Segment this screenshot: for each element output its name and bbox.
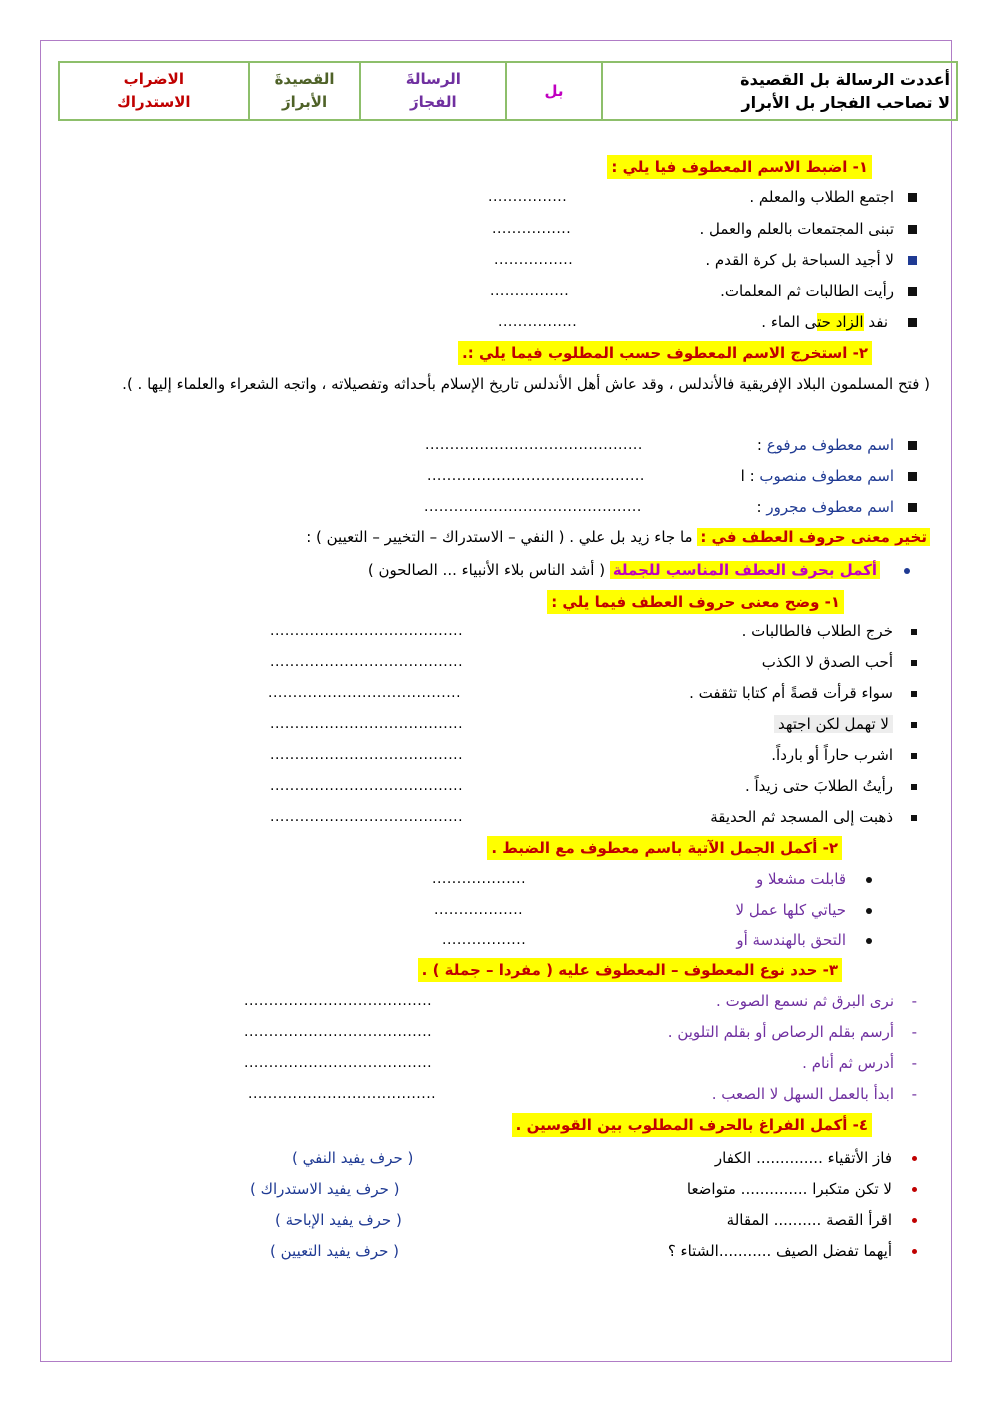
square-bullet-icon (911, 784, 917, 790)
section3-item-3: سواء قرأت قصةً أم كتابا تثقفت . (689, 680, 917, 706)
section4-item-1: قابلت مشعلا و (756, 866, 872, 892)
header-qasida-cell (249, 62, 361, 120)
header-idrab-1: الاضراب (123, 70, 184, 88)
answer-dots[interactable]: ....................................... (270, 623, 464, 639)
answer-dots[interactable]: .......... (773, 1211, 822, 1229)
square-bullet-icon (908, 472, 917, 481)
square-bullet-icon (911, 660, 917, 666)
round-bullet-icon (904, 568, 910, 574)
answer-dots[interactable]: .............. (740, 1180, 808, 1198)
section6-item-3: اقرأ القصة .......... المقالة (727, 1207, 917, 1233)
square-bullet-icon (908, 441, 917, 450)
round-bullet-icon (912, 1156, 917, 1161)
section6-heading: ٤- أكمل الفراغ بالحرف المطلوب بين القوسين . (512, 1113, 872, 1137)
section4-heading: ٢- أكمل الجمل الآتية باسم معطوف مع الضبط . (487, 836, 842, 860)
round-bullet-icon (912, 1249, 917, 1254)
round-bullet-icon (912, 1218, 917, 1223)
square-bullet-icon (908, 193, 917, 202)
square-bullet-icon (911, 753, 917, 759)
header-idrab-cell (59, 62, 249, 120)
answer-dots[interactable]: ....................................... (270, 747, 464, 763)
answer-dots[interactable]: .............. (756, 1149, 823, 1167)
section2-paragraph: ( فتح المسلمون البلاد الإفريقية فالأندلس ، وقد عاش أهل الأندلس تاريخ الإسلام بأحداثه وتفصيلاته ، واتجه الشعراء والعلماء إليها . ). (122, 375, 930, 393)
answer-dots[interactable]: ............................................ (424, 499, 642, 515)
round-bullet-icon (866, 877, 872, 883)
answer-dots[interactable]: ...................................... (248, 1086, 437, 1102)
answer-dots[interactable]: ................ (494, 252, 574, 268)
section1-heading: ١- اضبط الاسم المعطوف فيا يلي : (607, 155, 872, 179)
hint-label: ( حرف يفيد الاستدراك ) (250, 1180, 400, 1198)
answer-dots[interactable]: ....................................... (270, 809, 464, 825)
header-idrab-2: الاستدراك (117, 93, 191, 111)
section2-item-3: اسم معطوف مجرور : (757, 494, 917, 520)
dash-bullet-icon: - (911, 1023, 917, 1041)
round-bullet-icon (866, 938, 872, 944)
header-risala-cell (360, 62, 506, 120)
header-qasida-1: القصيدةَ (274, 70, 335, 88)
answer-dots[interactable]: ....................................... (268, 685, 462, 701)
square-bullet-icon (911, 629, 917, 635)
section5-item-1: -نرى البرق ثم نسمع الصوت . (716, 988, 917, 1014)
section3-item-6: رأيتُ الطلابَ حتى زيداً . (745, 773, 917, 799)
section2-heading: ٢- استخرج الاسم المعطوف حسب المطلوب فيما يلي :. (458, 341, 872, 365)
section1-item-3: لا أجيد السباحة بل كرة القدم . (705, 247, 917, 273)
section3-heading: ١- وضح معنى حروف العطف فيما يلي : (547, 590, 844, 614)
section4-item-2: حياتي كلها عمل لا (736, 897, 872, 923)
section3-item-1: خرج الطلاب فالطالبات . (742, 618, 917, 644)
section5-item-3: -أدرس ثم أنام . (802, 1050, 917, 1076)
section6-item-2: لا تكن متكبرا .............. متواضعا (687, 1176, 917, 1202)
section5-item-4: -ابدأ بالعمل السهل لا الصعب . (712, 1081, 917, 1107)
square-bullet-icon (908, 318, 917, 327)
answer-dots[interactable]: ................ (488, 189, 568, 205)
answer-dots[interactable]: ................ (492, 221, 572, 237)
answer-dots[interactable]: ................. (442, 932, 527, 948)
header-main-cell (602, 62, 957, 120)
answer-dots[interactable]: ...................................... (244, 993, 433, 1009)
round-bullet-icon (912, 1187, 917, 1192)
square-bullet-icon (911, 691, 917, 697)
hint-label: ( حرف يفيد التعيين ) (270, 1242, 400, 1260)
header-main-line2: لا تصاحب الفجار بل الأبرار (741, 93, 950, 112)
section1-item-4: رأيت الطالبات ثم المعلمات. (720, 278, 917, 304)
answer-dots[interactable]: ...................................... (244, 1055, 433, 1071)
answer-dots[interactable]: ....................................... (270, 716, 464, 732)
hint-label: ( حرف يفيد النفي ) (292, 1149, 414, 1167)
answer-dots[interactable]: ....................................... (270, 778, 464, 794)
answer-dots[interactable]: ................... (432, 871, 527, 887)
square-bullet-icon (908, 256, 917, 265)
section1-item-5: نفد الزاد حتى الماء . (761, 309, 917, 335)
header-main-line1: أعددت الرسالة بل القصيدة (740, 70, 950, 89)
section1-item-1: اجتمع الطلاب والمعلم . (749, 184, 917, 210)
answer-dots[interactable]: ................ (490, 283, 570, 299)
answer-dots[interactable]: .................. (434, 902, 524, 918)
header-table (58, 61, 958, 121)
square-bullet-icon (911, 722, 917, 728)
header-risala-1: الرسالةَ (405, 70, 461, 88)
square-bullet-icon (908, 287, 917, 296)
section4-item-3: التحق بالهندسة أو (736, 927, 872, 953)
dash-bullet-icon: - (911, 992, 917, 1010)
answer-dots[interactable]: ...................................... (244, 1024, 433, 1040)
answer-dots[interactable]: ............................................ (427, 468, 645, 484)
section3-item-5: اشرب حاراً أو بارداً. (771, 742, 917, 768)
section3-item-2: أحب الصدق لا الكذب (762, 649, 917, 675)
answer-dots[interactable]: ............................................ (425, 437, 643, 453)
hint-label: ( حرف يفيد الإباحة ) (275, 1211, 402, 1229)
answer-dots[interactable]: ........... (718, 1242, 772, 1260)
header-bal-cell (506, 62, 602, 120)
section3-item-7: ذهبت إلى المسجد ثم الحديقة (710, 804, 917, 830)
dash-bullet-icon: - (911, 1054, 917, 1072)
section6-item-4: أيهما تفضل الصيف ...........الشتاء ؟ (668, 1238, 917, 1264)
answer-dots[interactable]: ................ (498, 314, 578, 330)
section5-heading: ٣- حدد نوع المعطوف – المعطوف عليه ( مفردا – جملة ) . (418, 958, 842, 982)
section6-item-1: فاز الأتقياء .............. الكفار (715, 1145, 917, 1171)
dash-bullet-icon: - (911, 1085, 917, 1103)
section2-item-2: اسم معطوف منصوب : ا (741, 463, 917, 489)
square-bullet-icon (908, 225, 917, 234)
header-risala-2: الفجارَ (410, 93, 457, 111)
change-meaning-line: تخير معنى حروف العطف في : ما جاء زيد بل علي . ( النفي – الاستدراك – التخيير – التعيين ) : (306, 524, 930, 550)
section5-item-2: -أرسم بقلم الرصاص أو بقلم التلوين . (668, 1019, 917, 1045)
section2-item-1: اسم معطوف مرفوع : (757, 432, 917, 458)
section1-item-2: تبنى المجتمعات بالعلم والعمل . (699, 216, 917, 242)
header-qasida-2: الأبرارَ (282, 93, 328, 111)
section3-item-4: لا تهمل لكن اجتهد (774, 711, 917, 737)
header-bal: بل (544, 81, 564, 100)
complete-line: أكمل بحرف العطف المناسب للجملة ( أشد الناس بلاء الأنبياء ... الصالحون ) (368, 557, 910, 583)
answer-dots[interactable]: ....................................... (270, 654, 464, 670)
square-bullet-icon (911, 815, 917, 821)
square-bullet-icon (908, 503, 917, 512)
round-bullet-icon (866, 908, 872, 914)
